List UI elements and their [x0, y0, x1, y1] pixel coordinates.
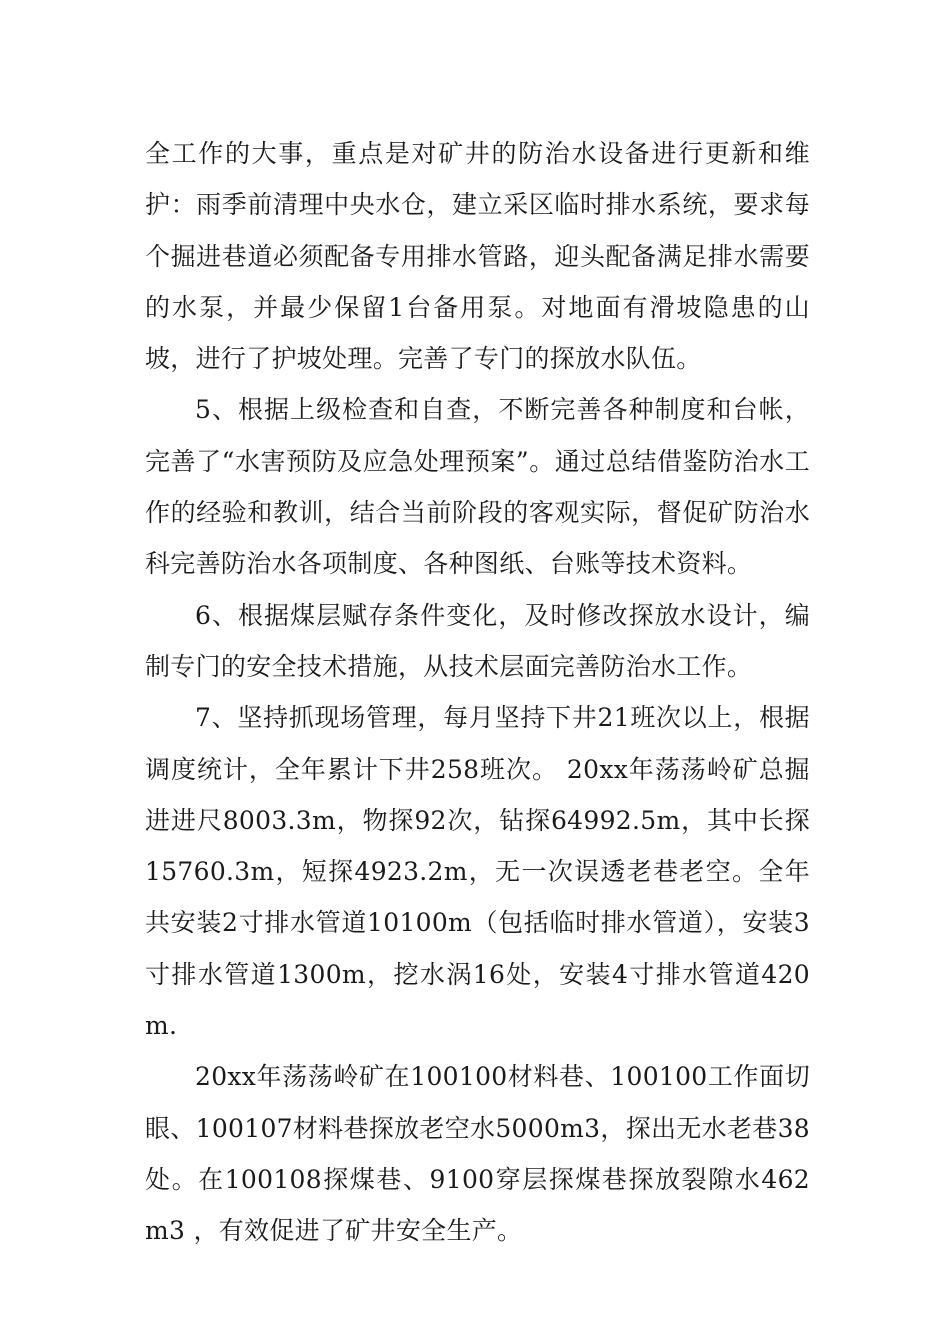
- paragraph-annual-drainage: 20xx年荡荡岭矿在100100材料巷、100100工作面切眼、100107材料巷探放老空水5000m3，探出无水老巷38处。在100108探煤巷、9100穿层探煤巷探放裂隙水462 m3 ，有效促进了矿井安全生产。: [145, 1062, 810, 1246]
- paragraph-item-7: 7、坚持抓现场管理，每月坚持下井21班次以上，根据调度统计，全年累计下井258班次。 20xx年荡荡岭矿总掘进进尺8003.3m，物探92次，钻探64992.5m，其中长探15760.3m，短探4923.2m，无一次误透老巷老空。全年共安装2寸排水管道10100m（包括临时排水管道），安装3寸排水管道1300m，挖水涡16处，安装4寸排水管道420m.: [145, 703, 810, 1041]
- paragraph-water-prevention-equipment: 全工作的大事，重点是对矿井的防治水设备进行更新和维护：雨季前清理中央水仓，建立采区临时排水系统，要求每个掘进巷道必须配备专用排水管路，迎头配备满足排水需要的水泵，并最少保留1台备用泵。对地面有滑坡隐患的山坡，进行了护坡处理。完善了专门的探放水队伍。: [145, 139, 810, 374]
- paragraph-item-5: 5、根据上级检查和自查，不断完善各种制度和台帐，完善了“水害预防及应急处理预案”。通过总结借鉴防治水工作的经验和教训，结合当前阶段的客观实际，督促矿防治水科完善防治水各项制度、各种图纸、台账等技术资料。: [145, 395, 810, 579]
- body-text: [145, 128, 810, 1257]
- paragraph-item-6: 6、根据煤层赋存条件变化，及时修改探放水设计，编制专门的安全技术措施，从技术层面完善防治水工作。: [145, 600, 810, 681]
